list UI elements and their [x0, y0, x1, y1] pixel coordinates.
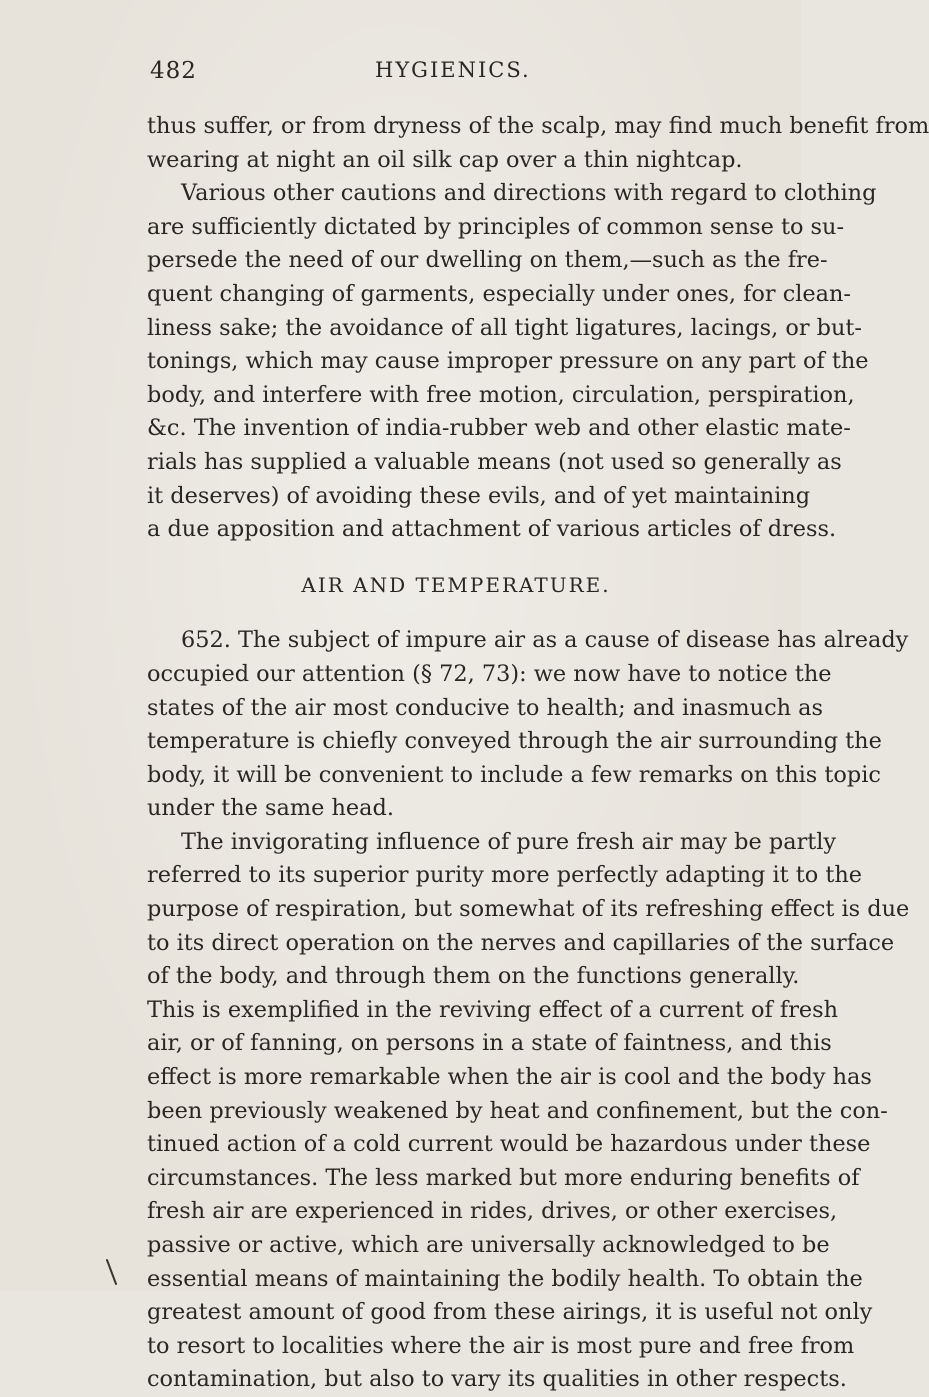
body-text: [147, 110, 929, 1397]
text-line: a due apposition and attachment of various articles of dress.: [147, 516, 837, 543]
text-line: persede the need of our dwelling on them,—such as the fre-: [147, 247, 828, 274]
page-number: 482: [150, 58, 197, 84]
text-line: to its direct operation on the nerves and capillaries of the surface: [147, 929, 895, 956]
text-line: of the body, and through them on the functions generally.: [147, 963, 800, 990]
text-line: greatest amount of good from these airings, it is useful not only: [147, 1299, 873, 1326]
text-line: 652. The subject of impure air as a cause of disease has already: [181, 627, 909, 654]
paragraph-fresh-air: [147, 826, 910, 1397]
text-line: liness sake; the avoidance of all tight ligatures, lacings, or but-: [147, 314, 862, 341]
text-line: This is exemplified in the reviving effect of a current of fresh: [147, 996, 839, 1023]
text-line: temperature is chiefly conveyed through the air surrounding the: [147, 728, 882, 755]
text-line: essential means of maintaining the bodily health. To obtain the: [147, 1265, 863, 1292]
running-head: [150, 58, 790, 88]
text-line: tinued action of a cold current would be hazardous under these: [147, 1131, 871, 1158]
section-heading: AIR AND TEMPERATURE.: [301, 572, 611, 597]
text-line: fresh air are experienced in rides, drives, or other exercises,: [147, 1198, 838, 1225]
text-line: tonings, which may cause improper pressure on any part of the: [147, 348, 869, 375]
text-line: air, or of fanning, on persons in a state of faintness, and this: [147, 1030, 832, 1057]
text-line: states of the air most conducive to health; and inasmuch as: [147, 694, 823, 721]
text-line: to resort to localities where the air is most pure and free from: [147, 1332, 855, 1359]
paragraph-652: [147, 624, 909, 826]
text-line: occupied our attention (§ 72, 73): we now have to notice the: [147, 660, 832, 687]
text-line: referred to its superior purity more perfectly adapting it to the: [147, 862, 863, 889]
text-line: contamination, but also to vary its qualities in other respects.: [147, 1366, 847, 1393]
text-line: quent changing of garments, especially under ones, for clean-: [147, 280, 851, 307]
paragraph-clothing-end: [147, 110, 929, 177]
text-line: it deserves) of avoiding these evils, and of yet maintaining: [147, 482, 811, 509]
ink-mark: [104, 1258, 120, 1286]
text-line: are sufficiently dictated by principles of common sense to su-: [147, 213, 845, 240]
text-line: body, and interfere with free motion, circulation, perspiration,: [147, 381, 855, 408]
running-title: HYGIENICS.: [375, 58, 531, 82]
text-line: thus suffer, or from dryness of the scalp, may find much benefit from: [147, 113, 929, 139]
text-line: under the same head.: [147, 795, 394, 822]
text-line: The invigorating influence of pure fresh air may be partly: [181, 828, 837, 855]
text-line: Various other cautions and directions with regard to clothing: [181, 180, 877, 207]
text-line: &c. The invention of india-rubber web and other elastic mate-: [147, 415, 851, 442]
paragraph-clothing-cautions: [147, 177, 877, 547]
text-line: rials has supplied a valuable means (not used so generally as: [147, 448, 842, 475]
text-line: body, it will be convenient to include a few remarks on this topic: [147, 761, 881, 788]
text-line: circumstances. The less marked but more enduring benefits of: [147, 1164, 860, 1191]
text-line: purpose of respiration, but somewhat of its refreshing effect is due: [147, 896, 910, 923]
text-line: passive or active, which are universally acknowledged to be: [147, 1232, 830, 1258]
text-line: been previously weakened by heat and confinement, but the con-: [147, 1097, 888, 1124]
text-line: wearing at night an oil silk cap over a thin nightcap.: [147, 146, 743, 173]
text-line: effect is more remarkable when the air is cool and the body has: [147, 1064, 872, 1091]
